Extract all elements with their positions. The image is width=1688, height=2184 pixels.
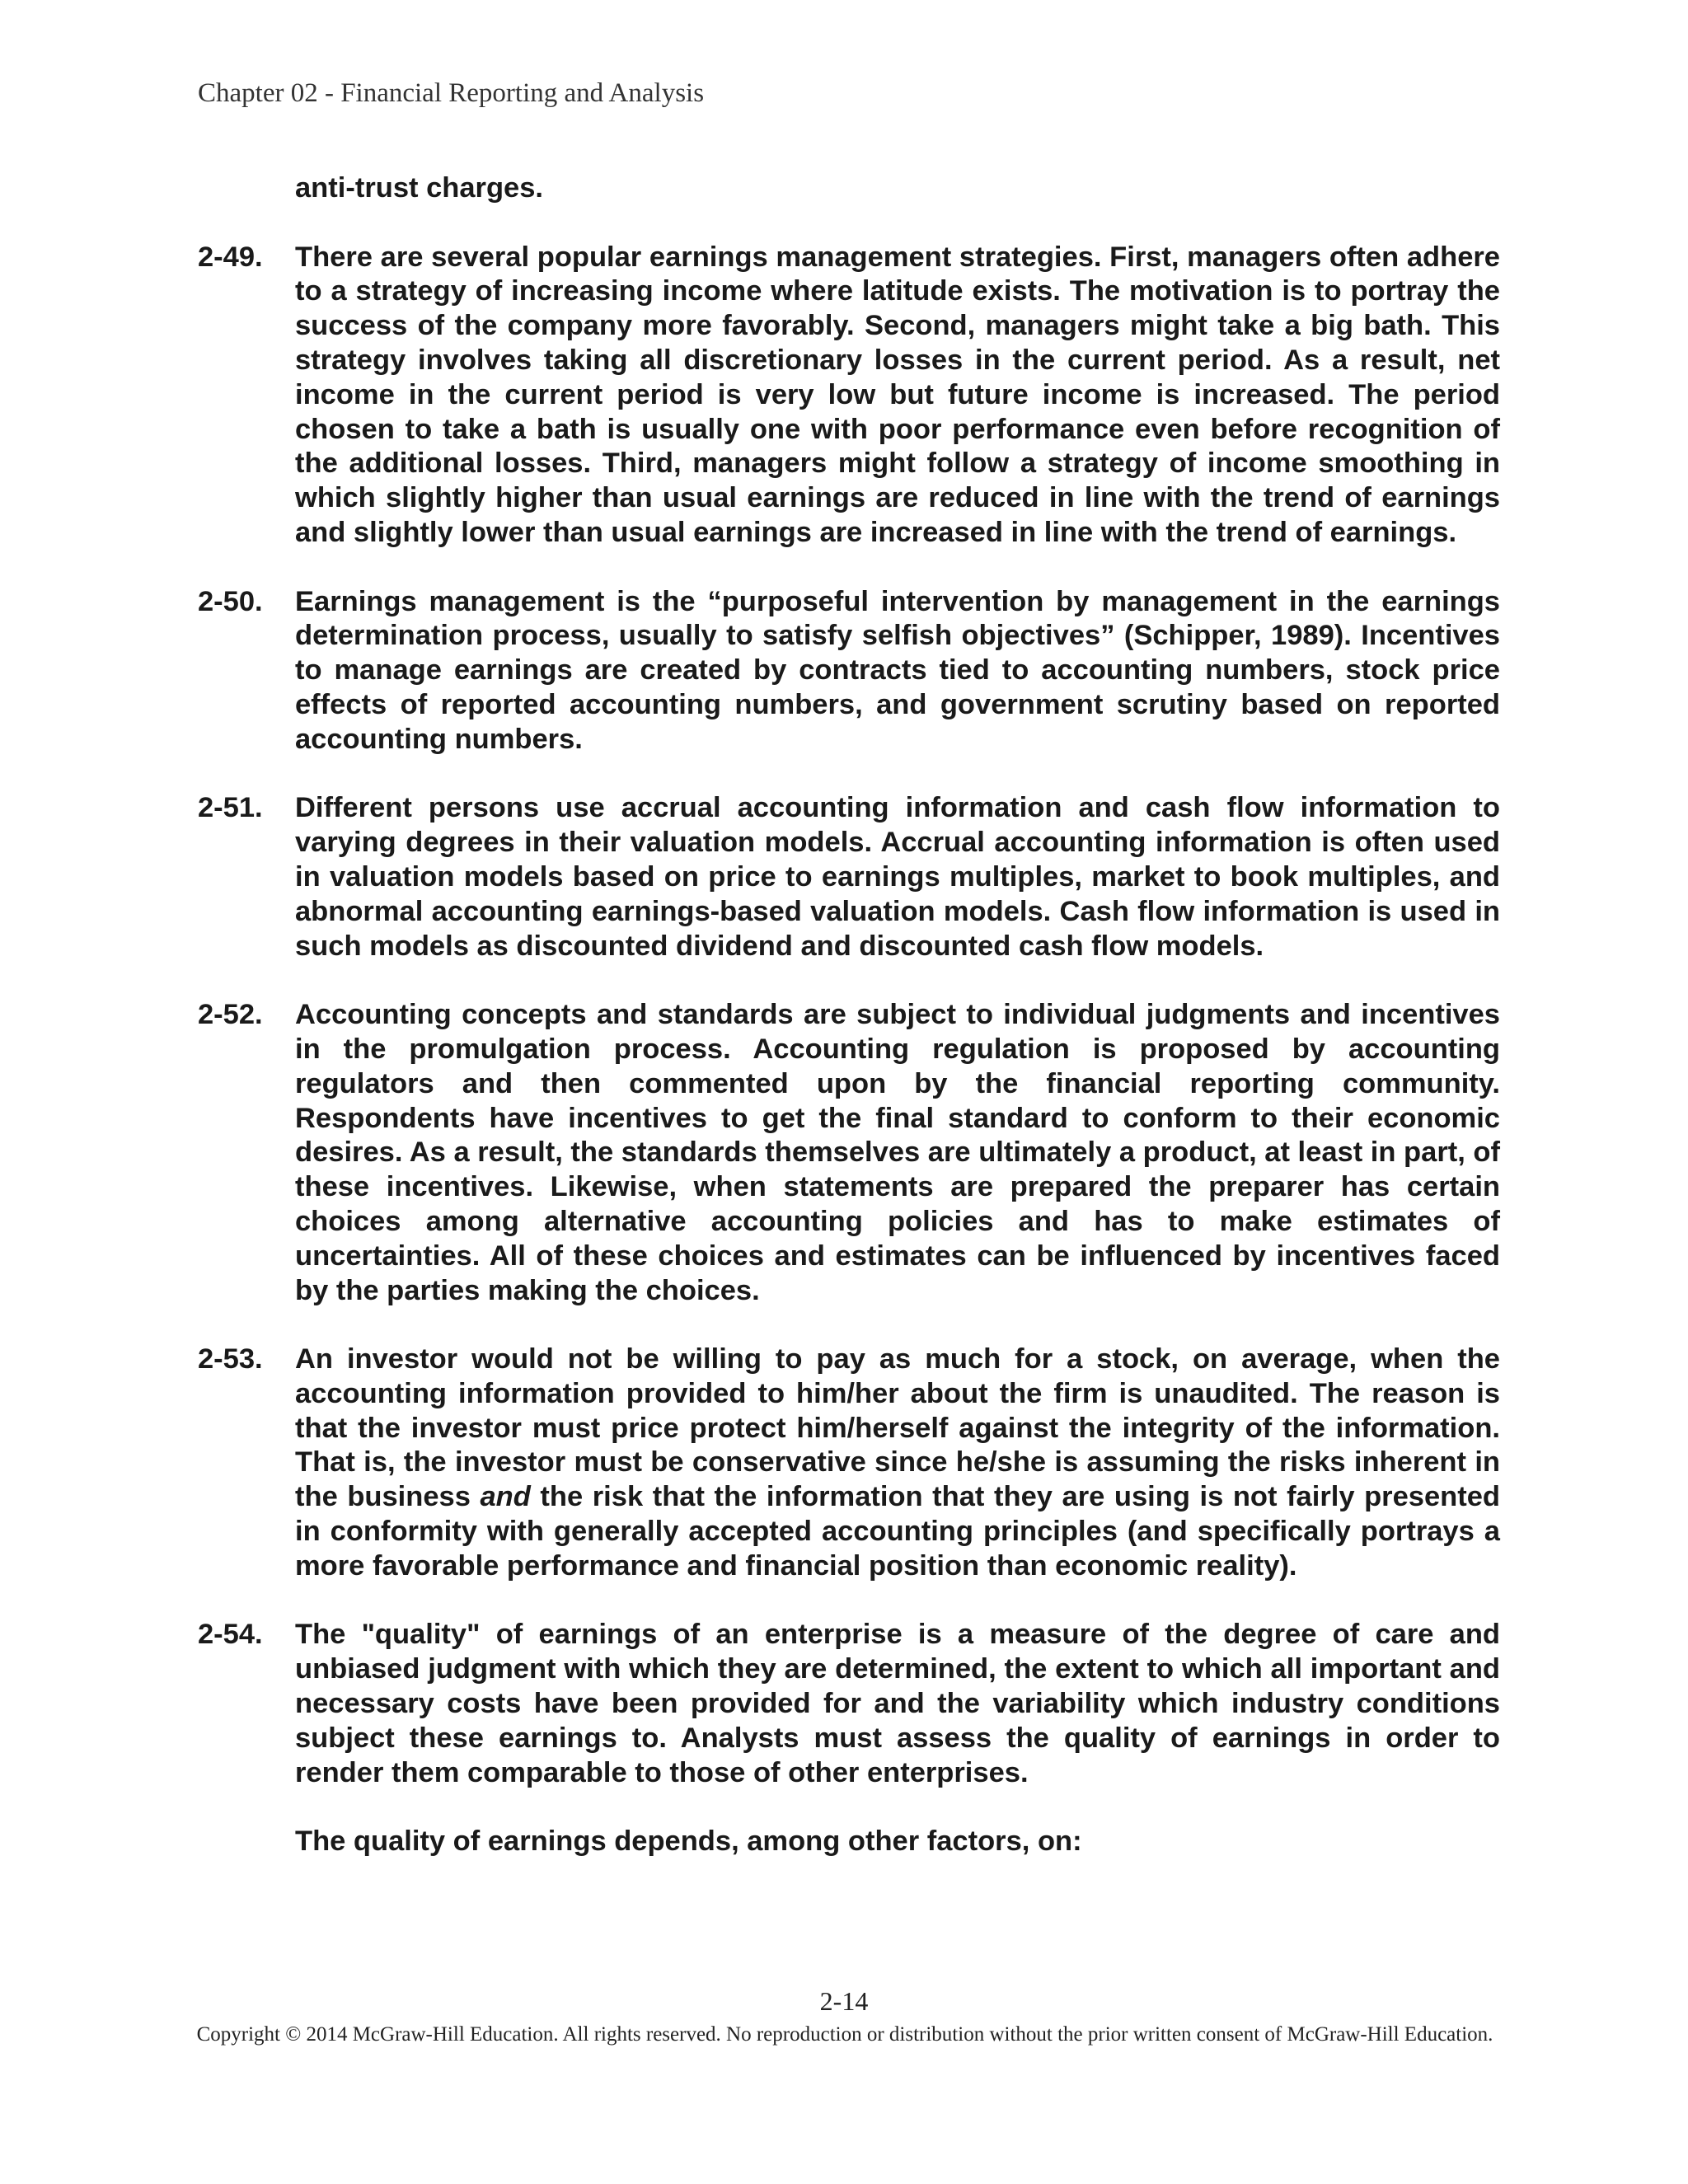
document-body [198,171,1500,1859]
answer-text: Earnings management is the “purposeful intervention by management in the earnings determination process, usually to satisfy selfish objectives” (Schipper, 1989). Incentives to manage earnings are created by contracts tied to accounting numbers, stock price effects of reported accounting numbers, and government scrutiny based on reported accounting numbers. [295,585,1500,755]
answer-text-part: An investor would not be willing to pay as much for a stock, on average, when the accounting information provided to him/her about the firm is unaudited. The reason is that the investor must price protect him/herself against the integrity of the information. That is, the investor must be conservative since he/she is assuming the risks inherent in the business [295,1343,1500,1513]
answer-text: The "quality" of earnings of an enterprise is a measure of the degree of care and unbiased judgment with which they are determined, the extent to which all important and necessary costs have been provided for and the variability which industry conditions subject these earnings to. Analysts must assess the quality of earnings in order to render them comparable to those of other enterprises. [295,1619,1500,1788]
answer-number: 2-50. [198,585,263,617]
answer-number: 2-49. [198,241,263,273]
answer-text-emphasis: and [480,1481,531,1513]
answer-text: Different persons use accrual accounting information and cash flow information to varying degrees in their valuation models. Accrual accounting information is often used in valuation models based on price to earnings multiples, market to book multiples, and abnormal accounting earnings-based valuation models. Cash flow information is used in such models as discounted dividend and discounted cash flow models. [295,792,1500,962]
page-header: Chapter 02 - Financial Reporting and Analysis [198,78,705,108]
answer-text-part: the risk that the information that they are using is not fairly presented in conformity with generally accepted accounting principles (and specifically portrays a more favorable performance and financial position than economic reality). [295,1481,1500,1582]
answer-number: 2-51. [198,792,263,824]
answer-text [295,1343,1500,1584]
answer-2-54 [198,1618,1500,1790]
answer-2-53 [198,1343,1500,1584]
answer-2-52 [198,998,1500,1308]
answer-2-51 [198,791,1500,963]
answer-followup-text: The quality of earnings depends, among other factors, on: [295,1825,1082,1858]
answer-2-49 [198,241,1500,551]
continuation-text: anti-trust charges. [295,172,543,204]
answer-number: 2-53. [198,1343,263,1376]
answer-2-50 [198,585,1500,757]
answer-number: 2-52. [198,999,263,1031]
page-number: 2-14 [819,1986,869,2016]
copyright-notice: Copyright © 2014 McGraw-Hill Education. All rights reserved. No reproduction or distribution without the prior written consent of McGraw-Hill Education. [196,2023,1493,2046]
answer-number: 2-54. [198,1619,263,1651]
answer-text: Accounting concepts and standards are subject to individual judgments and incentives in the promulgation process. Accounting regulation is proposed by accounting regulators and then commented upon by the financial reporting community. Respondents have incentives to get the final standard to conform to their economic desires. As a result, the standards themselves are ultimately a product, at least in part, of these incentives. Likewise, when statements are prepared the preparer has certain choices among alternative accounting policies and has to make estimates of uncertainties. All of these choices and estimates can be influenced by incentives faced by the parties making the choices. [295,999,1500,1306]
answer-text: There are several popular earnings management strategies. First, managers often adhere to a strategy of increasing income where latitude exists. The motivation is to portray the success of the company more favorably. Second, managers might take a big bath. This strategy involves taking all discretionary losses in the current period. As a result, net income in the current period is very low but future income is increased. The period chosen to take a bath is usually one with poor performance even before recognition of the additional losses. Third, managers might follow a strategy of income smoothing in which slightly higher than usual earnings are reduced in line with the trend of earnings and slightly lower than usual earnings are increased in line with the trend of earnings. [295,241,1500,548]
